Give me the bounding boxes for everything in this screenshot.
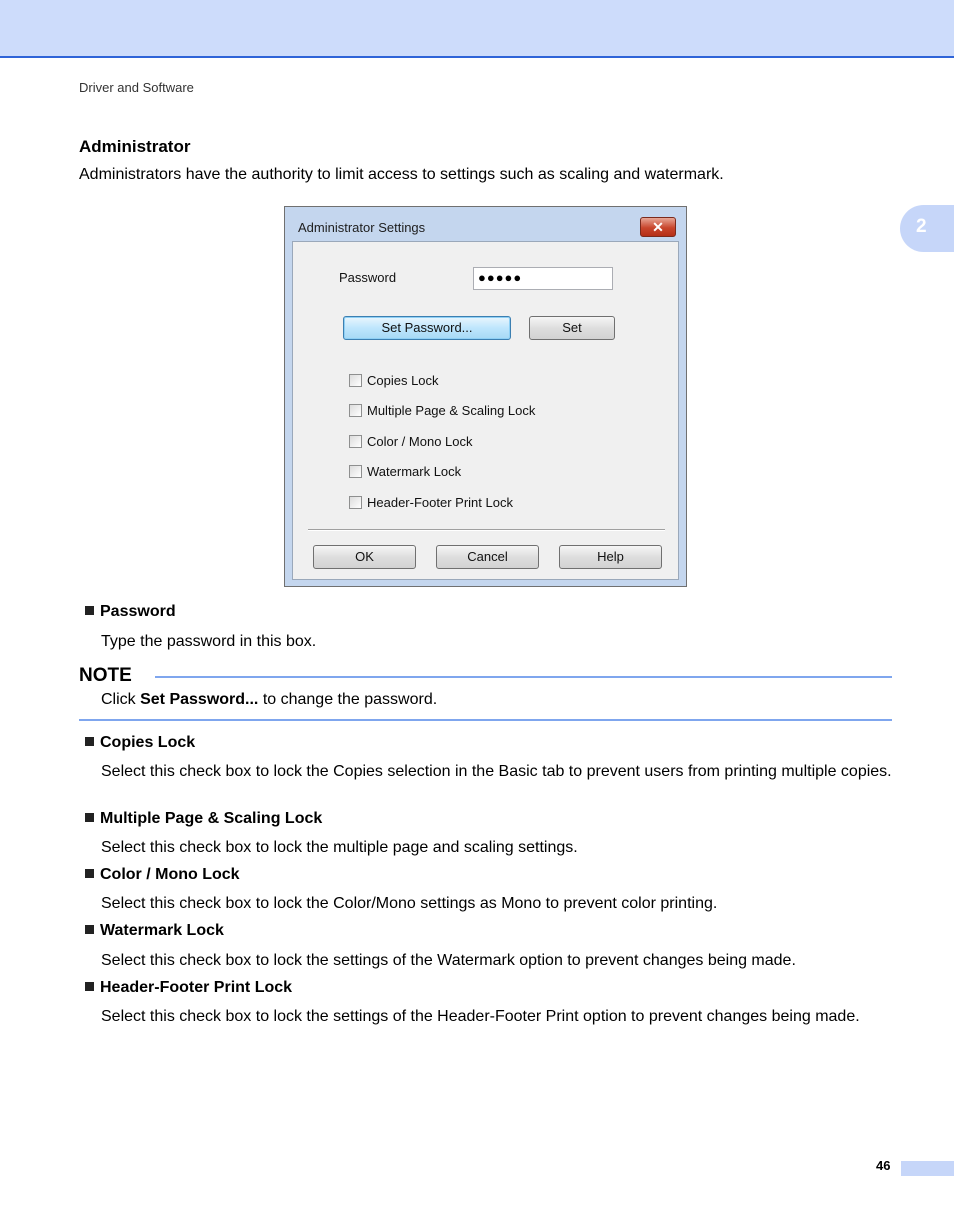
item-text-copies-lock: Select this check box to lock the Copies selection in the Basic tab to prevent users from printing multiple copies. xyxy=(101,763,892,780)
item-title: Header-Footer Print Lock xyxy=(100,979,293,996)
checkbox-box[interactable] xyxy=(349,374,362,387)
administrator-settings-dialog xyxy=(284,206,687,587)
password-value: ●●●●● xyxy=(478,270,523,285)
item-text-multiple-page-scaling-lock: Select this check box to lock the multiple page and scaling settings. xyxy=(101,839,578,856)
cancel-button[interactable]: Cancel xyxy=(436,545,539,569)
item-heading-copies-lock xyxy=(85,734,195,752)
item-text-header-footer-print-lock: Select this check box to lock the settings of the Header-Footer Print option to prevent changes being made. xyxy=(101,1008,860,1025)
item-title: Watermark Lock xyxy=(100,922,224,939)
item-heading-password xyxy=(85,603,176,621)
set-button[interactable]: Set xyxy=(529,316,615,340)
checkbox-label: Multiple Page & Scaling Lock xyxy=(367,403,536,418)
bullet-square-icon xyxy=(85,982,94,991)
section-heading: Administrator xyxy=(79,137,191,156)
ok-button[interactable]: OK xyxy=(313,545,416,569)
chapter-number: 2 xyxy=(916,216,927,237)
intro-paragraph: Administrators have the authority to limit access to settings such as scaling and watermark. xyxy=(79,166,724,183)
item-text-password: Type the password in this box. xyxy=(101,633,317,650)
bullet-square-icon xyxy=(85,606,94,615)
item-title: Color / Mono Lock xyxy=(100,866,240,883)
close-icon: ✕ xyxy=(652,219,664,235)
item-title: Password xyxy=(100,603,176,620)
footer-band xyxy=(901,1161,954,1176)
note-rule-bottom xyxy=(79,719,892,721)
password-input[interactable] xyxy=(473,267,613,290)
dialog-separator xyxy=(308,529,665,531)
checkbox-label: Header-Footer Print Lock xyxy=(367,495,513,510)
header-band xyxy=(0,0,954,58)
note-text-post: to change the password. xyxy=(258,691,438,708)
item-title: Copies Lock xyxy=(100,734,196,751)
dialog-body xyxy=(292,241,679,580)
note-text-bold: Set Password... xyxy=(140,691,259,708)
note-rule-top xyxy=(155,676,892,678)
item-heading-watermark-lock xyxy=(85,922,224,940)
password-label: Password xyxy=(339,270,397,285)
item-heading-color-mono-lock xyxy=(85,866,240,884)
checkbox-box[interactable] xyxy=(349,404,362,417)
close-button[interactable] xyxy=(640,217,676,237)
checkbox-label: Copies Lock xyxy=(367,373,439,388)
set-password-button[interactable]: Set Password... xyxy=(343,316,511,340)
bullet-square-icon xyxy=(85,737,94,746)
note-title: NOTE xyxy=(79,665,132,686)
note-text xyxy=(101,690,896,710)
checkbox-label: Color / Mono Lock xyxy=(367,434,473,449)
section-label: Driver and Software xyxy=(79,80,194,95)
item-title: Multiple Page & Scaling Lock xyxy=(100,810,323,827)
item-text-color-mono-lock: Select this check box to lock the Color/Mono settings as Mono to prevent color printing. xyxy=(101,895,718,912)
bullet-square-icon xyxy=(85,813,94,822)
checkbox-box[interactable] xyxy=(349,496,362,509)
page-number: 46 xyxy=(876,1158,891,1173)
checkbox-box[interactable] xyxy=(349,465,362,478)
item-heading-multiple-page-scaling-lock xyxy=(85,810,322,828)
help-button[interactable]: Help xyxy=(559,545,662,569)
dialog-title: Administrator Settings xyxy=(298,220,426,235)
bullet-square-icon xyxy=(85,869,94,878)
checkbox-label: Watermark Lock xyxy=(367,464,462,479)
item-heading-header-footer-print-lock xyxy=(85,979,292,997)
chapter-tab xyxy=(900,205,954,252)
item-text-watermark-lock: Select this check box to lock the settings of the Watermark option to prevent changes being made. xyxy=(101,952,796,969)
checkbox-box[interactable] xyxy=(349,435,362,448)
bullet-square-icon xyxy=(85,925,94,934)
note-text-pre: Click xyxy=(101,691,141,708)
